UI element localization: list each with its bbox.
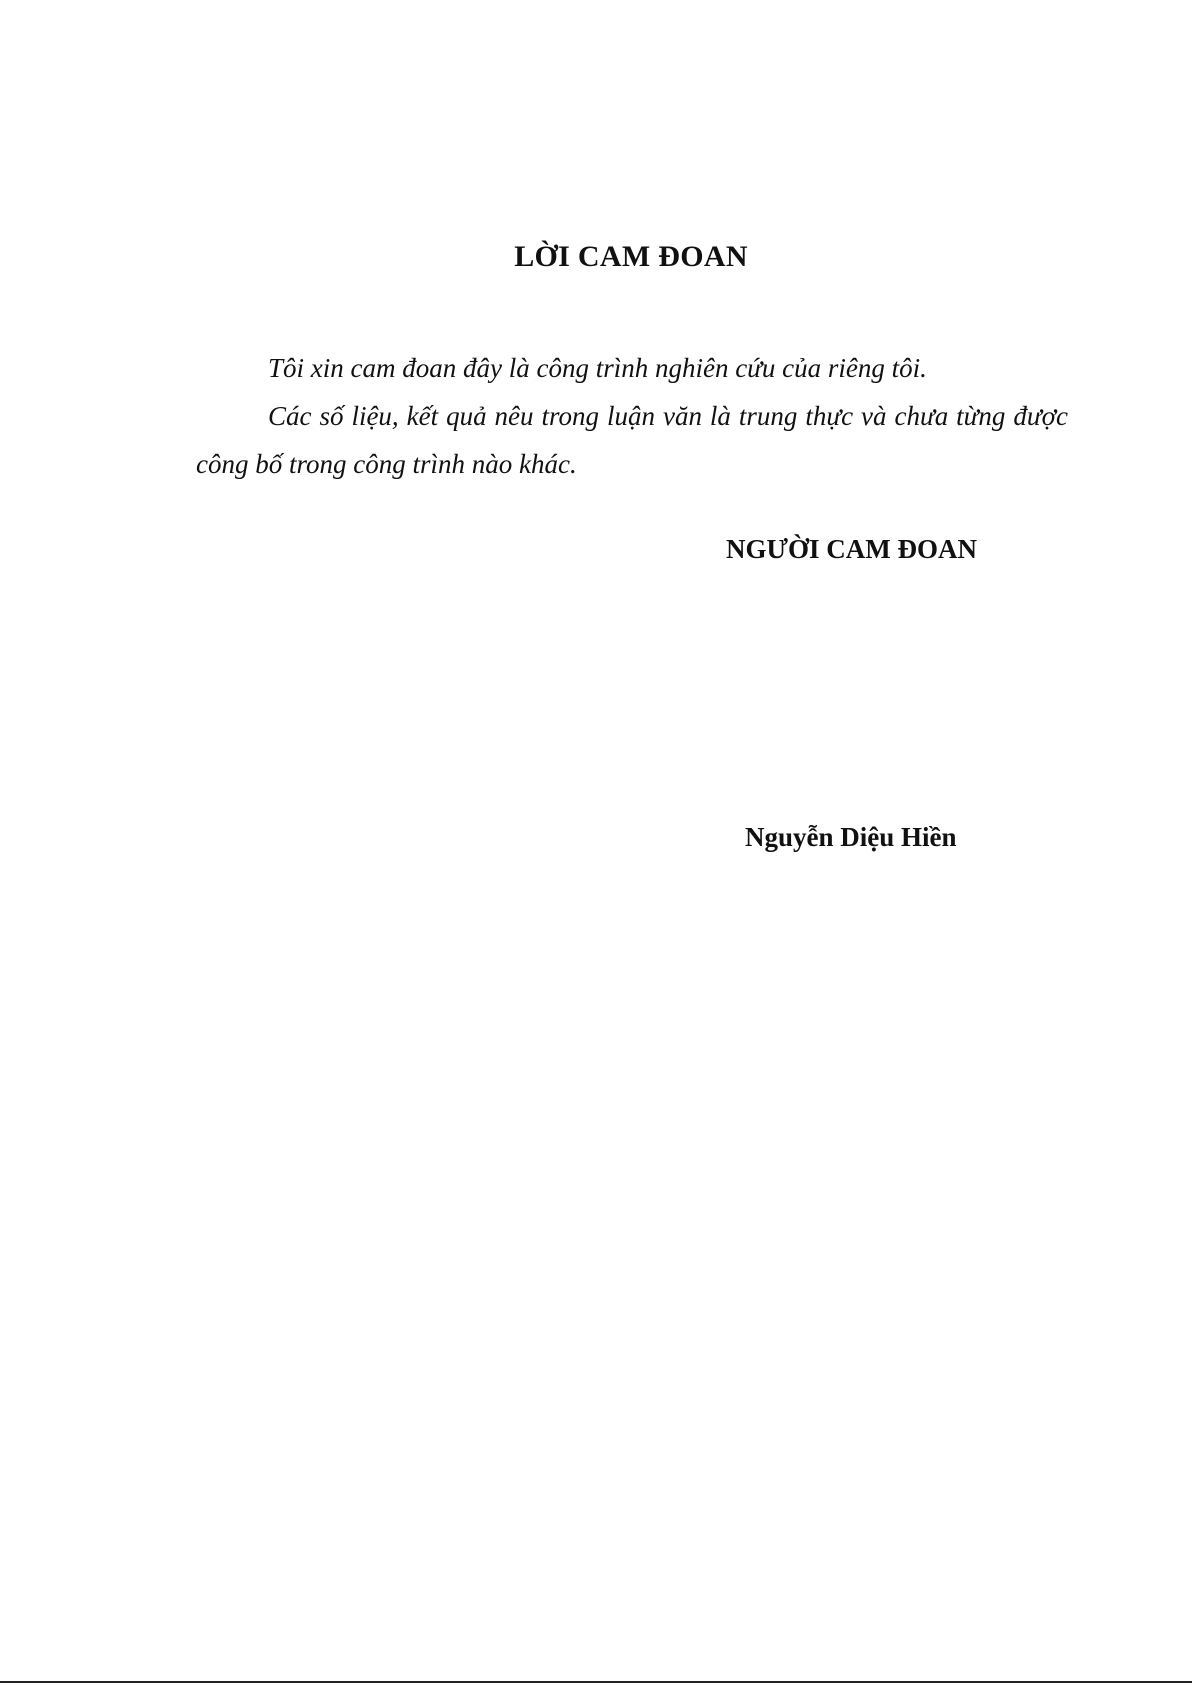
signer-label: NGƯỜI CAM ĐOAN [726, 534, 977, 564]
signer-name: Nguyễn Diệu Hiền [745, 822, 957, 852]
declaration-paragraph-1 [196, 344, 1068, 392]
paragraph-text: Tôi xin cam đoan đây là công trình nghiên cứu của riêng tôi. [268, 353, 927, 383]
page-title: LỜI CAM ĐOAN [514, 240, 748, 273]
declaration-paragraph-2 [196, 392, 1068, 488]
page-bottom-border [0, 1681, 1192, 1683]
paragraph-text: Các số liệu, kết quả nêu trong luận văn là trung thực và chưa từng được công bố trong công trình nào khác. [196, 401, 1068, 479]
